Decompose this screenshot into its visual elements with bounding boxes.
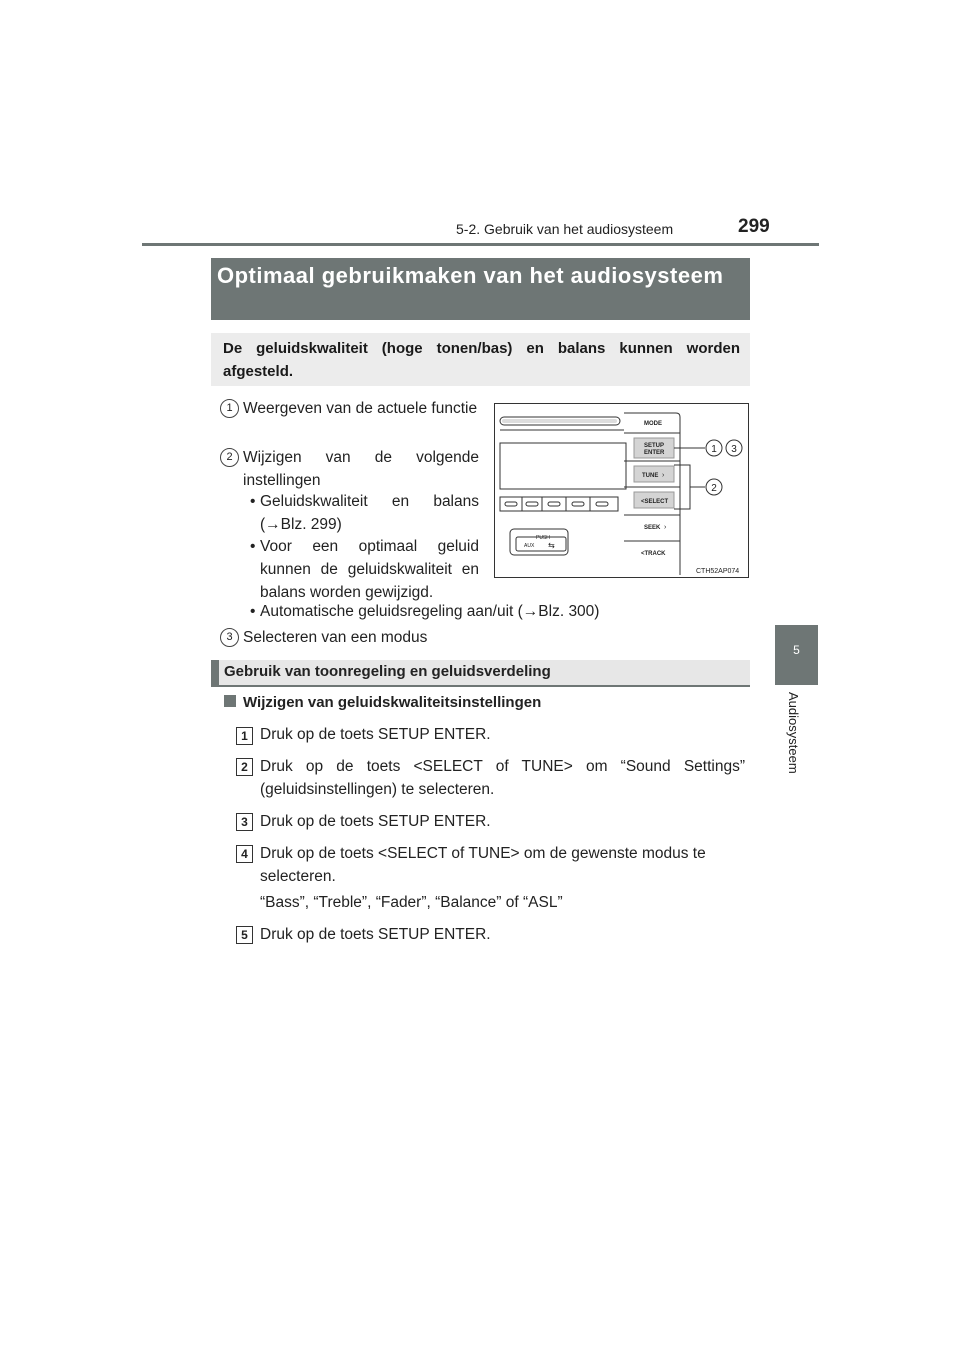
bullet-item: Automatische geluidsregeling aan/uit (→Blz. 300) [260,603,600,620]
subsection-underline [211,685,750,687]
track-button-label: <TRACK [641,551,666,557]
chapter-label: Audiosysteem [786,692,801,774]
svg-text:›: › [664,524,667,531]
mode-button-label: MODE [644,421,662,427]
step-number-1: 1 [236,727,253,745]
bullet-item: Voor een optimaal geluid kunnen de geluidskwaliteit en balans worden gewijzigd. [260,538,479,601]
seek-button-label: SEEK [644,525,661,531]
bullet-dot: • [250,493,256,510]
page-number: 299 [738,216,770,237]
subsection-accent [211,660,219,686]
callout-3: 3 [731,444,737,455]
item-text-2: Wijzigen van de volgende instellingen [243,449,479,489]
step-text-3: Druk op de toets SETUP ENTER. [260,813,491,830]
item-text-1: Weergeven van de actuele functie [243,400,478,417]
step-number-3: 3 [236,813,253,831]
square-bullet-icon [224,695,236,707]
figure-code: CTH52AP074 [696,568,740,575]
bullet-dot: • [250,538,256,555]
select-button-label: <SELECT [641,499,669,505]
header-divider [142,243,819,246]
subsection-heading: Gebruik van toonregeling en geluidsverdeling [224,663,551,680]
step-note-4: “Bass”, “Treble”, “Fader”, “Balance” of “ASL” [260,894,563,911]
bullet-item: Geluidskwaliteit en balans (→Blz. 299) [260,493,479,533]
step-number-5: 5 [236,926,253,944]
item-number-3: 3 [220,628,239,647]
intro-text: De geluidskwaliteit (hoge tonen/bas) en balans kunnen worden afgesteld. [223,340,740,380]
tune-button-label: TUNE [642,473,659,479]
step-text-4: Druk op de toets <SELECT of TUNE> om de gewenste modus te selecteren. [260,845,706,885]
callout-2: 2 [711,483,717,494]
item-number-1: 1 [220,399,239,418]
aux-label: AUX [524,543,535,549]
section-heading: 5-2. Gebruik van het audiosysteem [456,221,674,237]
callout-1: 1 [711,444,717,455]
audio-panel-figure [494,403,749,578]
item-text-3: Selecteren van een modus [243,629,428,646]
step-number-4: 4 [236,845,253,863]
step-text-2: Druk op de toets <SELECT of TUNE> om “Sound Settings” (geluidsinstellingen) te selecteren. [260,758,745,798]
setup-button-label: SETUP [644,443,665,449]
bullet-dot: • [250,603,256,620]
svg-text:›: › [662,472,665,479]
chapter-number: 5 [793,643,800,657]
step-number-2: 2 [236,758,253,776]
step-text-5: Druk op de toets SETUP ENTER. [260,926,491,943]
page-title: Optimaal gebruikmaken van het audiosysteem [217,263,724,288]
push-label: PUSH [536,535,550,541]
enter-button-label: ENTER [644,450,665,456]
svg-text:⇆: ⇆ [548,541,555,550]
step-text-1: Druk op de toets SETUP ENTER. [260,726,491,743]
item-number-2: 2 [220,448,239,467]
bullet-heading: Wijzigen van geluidskwaliteitsinstellingen [243,694,542,711]
